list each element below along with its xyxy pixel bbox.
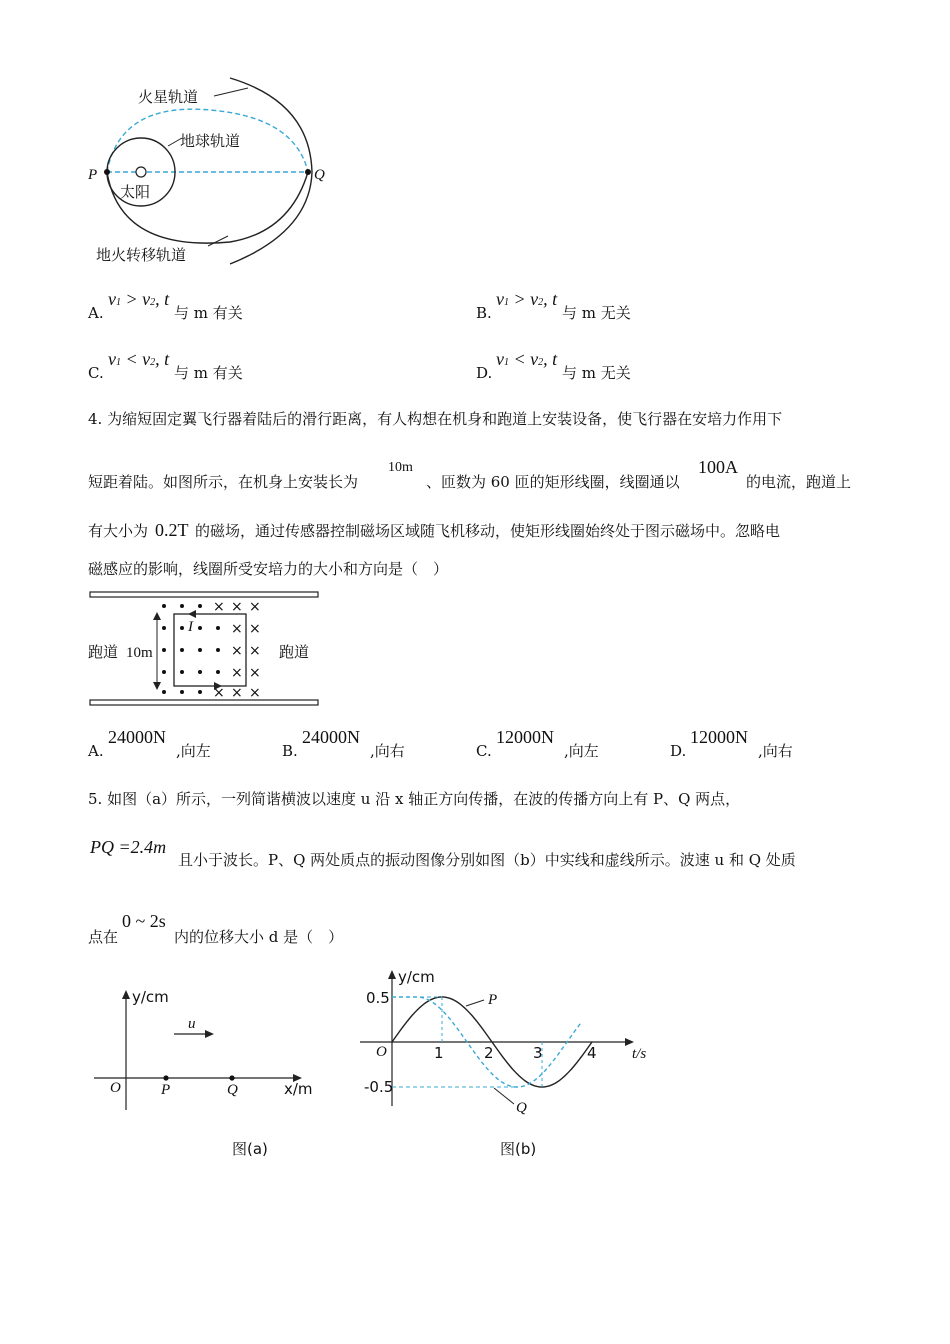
field-dot — [162, 626, 166, 630]
field-cross: × — [249, 665, 261, 681]
option-suffix: 与 m 无关 — [562, 364, 631, 382]
relation-sign: > — [513, 289, 526, 309]
runway-figure — [84, 588, 324, 713]
q-curve-label: Q — [516, 1100, 527, 1116]
y-axis-label: y/cm — [398, 968, 435, 986]
point-p-dot — [163, 1075, 168, 1080]
field-cross: × — [231, 621, 243, 637]
option-value: 24000N — [108, 727, 166, 747]
q3-option-a[interactable]: A. v1 > v2, t 与 m 有关 — [88, 289, 243, 322]
field-dot — [162, 690, 166, 694]
option-letter: A. — [88, 304, 104, 322]
q4-line3a: 有大小为 — [88, 522, 149, 540]
point-p-label: P — [88, 167, 98, 183]
field-dot — [162, 604, 166, 608]
relation-sign: > — [125, 289, 138, 309]
q4-option-a[interactable] — [88, 728, 268, 762]
q5-pq: PQ =2.4m — [90, 837, 167, 857]
transfer-orbit-label: 地火转移轨道 — [96, 246, 187, 264]
field-dot — [198, 648, 202, 652]
q-label: Q — [227, 1082, 238, 1098]
point-q-label: Q — [314, 167, 325, 183]
runway-right-label: 跑道 — [279, 643, 310, 661]
field-dot — [198, 604, 202, 608]
option-letter: A. — [88, 742, 104, 760]
mars-orbit-arc — [230, 78, 312, 264]
caption-b: 图(b) — [500, 1140, 537, 1158]
q4-line2b: 、匝数为 60 匝的矩形线圈，线圈通以 — [426, 473, 680, 491]
p-curve-label: P — [488, 992, 498, 1008]
q4-line1: 4. 为缩短固定翼飞行器着陆后的滑行距离，有人构想在机身和跑道上安装设备，使飞行器在安培力作用下 — [88, 410, 783, 428]
x-tick-2: 2 — [484, 1044, 494, 1062]
q4-option-b[interactable] — [282, 728, 462, 762]
figure-a — [88, 982, 328, 1162]
q4-line2a: 短距着陆。如图所示，在机身上安装长为 — [88, 473, 359, 491]
option-direction: ,向右 — [758, 742, 793, 760]
q4-current: 100A — [698, 457, 738, 477]
field-dot — [180, 670, 184, 674]
q4-line2c: 的电流，跑道上 — [746, 473, 852, 491]
q5-interval: 0 ~ 2s — [122, 911, 166, 931]
option-letter: B. — [282, 742, 298, 760]
option-suffix: 与 m 有关 — [174, 304, 243, 322]
field-dot — [216, 670, 220, 674]
field-dot — [180, 604, 184, 608]
x-axis-label: x/m — [284, 1080, 313, 1098]
mars-orbit-label: 火星轨道 — [138, 88, 199, 106]
q5-line3b: 内的位移大小 d 是（ ） — [174, 928, 344, 946]
current-arrow-top — [188, 610, 196, 618]
q5-line3a: 点在 — [88, 928, 119, 946]
option-direction: ,向右 — [370, 742, 405, 760]
runway-left-label: 跑道 — [88, 643, 119, 661]
origin-label: O — [376, 1044, 387, 1060]
option-letter: C. — [88, 364, 104, 382]
field-cross: × — [213, 685, 225, 701]
relation-sign: < — [125, 349, 138, 369]
figure-b-chart — [354, 966, 654, 1166]
field-dot — [180, 648, 184, 652]
field-cross: × — [231, 599, 243, 615]
option-direction: ,向左 — [176, 742, 211, 760]
y-axis-label: y/cm — [132, 988, 169, 1006]
u-label: u — [188, 1016, 196, 1032]
option-letter: D. — [476, 364, 493, 382]
option-value: 12000N — [496, 727, 554, 747]
x-axis-label: t/s — [632, 1046, 647, 1062]
sun-icon — [136, 167, 146, 177]
current-label: I — [188, 619, 193, 635]
q5-line2: 且小于波长。P、Q 两处质点的振动图像分别如图（b）中实线和虚线所示。波速 u 和 Q 处质 — [178, 851, 796, 869]
field-cross: × — [231, 665, 243, 681]
field-dot — [162, 670, 166, 674]
field-dot — [216, 626, 220, 630]
q4-option-c[interactable] — [476, 728, 656, 762]
field-cross: × — [231, 685, 243, 701]
field-dot — [216, 648, 220, 652]
field-cross: × — [249, 621, 261, 637]
option-suffix: 与 m 有关 — [174, 364, 243, 382]
field-cross: × — [213, 599, 225, 615]
x-tick-1: 1 — [434, 1044, 444, 1062]
field-cross: × — [249, 685, 261, 701]
q4-field: 0.2T — [155, 520, 189, 540]
field-dot — [198, 626, 202, 630]
q3-option-c[interactable]: C. v1 < v2, t 与 m 有关 — [88, 349, 243, 382]
q5-line1: 5. 如图（a）所示，一列简谐横波以速度 u 沿 x 轴正方向传播，在波的传播方向上有 P、Q 两点， — [88, 790, 741, 808]
point-p-dot — [104, 169, 110, 175]
q4-length: 10m — [388, 460, 413, 475]
orbit-figure — [80, 72, 350, 272]
option-value: 24000N — [302, 727, 360, 747]
x-tick-4: 4 — [587, 1044, 597, 1062]
y-tick-positive: 0.5 — [366, 989, 390, 1007]
field-dot — [180, 690, 184, 694]
field-cross: × — [249, 599, 261, 615]
caption-a: 图(a) — [232, 1140, 268, 1158]
option-letter: D. — [670, 742, 687, 760]
option-suffix: 与 m 无关 — [562, 304, 631, 322]
earth-orbit-label: 地球轨道 — [180, 132, 241, 150]
point-q-dot — [305, 169, 311, 175]
option-direction: ,向左 — [564, 742, 599, 760]
sun-label: 太阳 — [120, 183, 151, 201]
option-value: 12000N — [690, 727, 748, 747]
x-tick-3: 3 — [533, 1044, 543, 1062]
q4-line4: 磁感应的影响，线圈所受安培力的大小和方向是（ ） — [88, 560, 449, 578]
point-q-dot — [229, 1075, 234, 1080]
field-dot — [180, 626, 184, 630]
q4-option-d[interactable] — [670, 728, 850, 762]
q3-option-d[interactable]: D. v1 < v2, t 与 m 无关 — [476, 349, 631, 382]
q4-line3b: 的磁场，通过传感器控制磁场区域随飞机移动，使矩形线圈始终处于图示磁场中。忽略电 — [195, 522, 781, 540]
y-tick-negative: -0.5 — [364, 1078, 394, 1096]
field-dot — [198, 690, 202, 694]
field-dot — [162, 648, 166, 652]
field-dot — [198, 670, 202, 674]
option-letter: C. — [476, 742, 492, 760]
origin-label: O — [110, 1080, 121, 1096]
q3-option-b[interactable]: B. v1 > v2, t 与 m 无关 — [476, 289, 631, 322]
length-label: 10m — [126, 645, 153, 661]
option-letter: B. — [476, 304, 492, 322]
field-cross: × — [249, 643, 261, 659]
field-cross: × — [231, 643, 243, 659]
relation-sign: < — [513, 349, 526, 369]
p-label: P — [161, 1082, 171, 1098]
